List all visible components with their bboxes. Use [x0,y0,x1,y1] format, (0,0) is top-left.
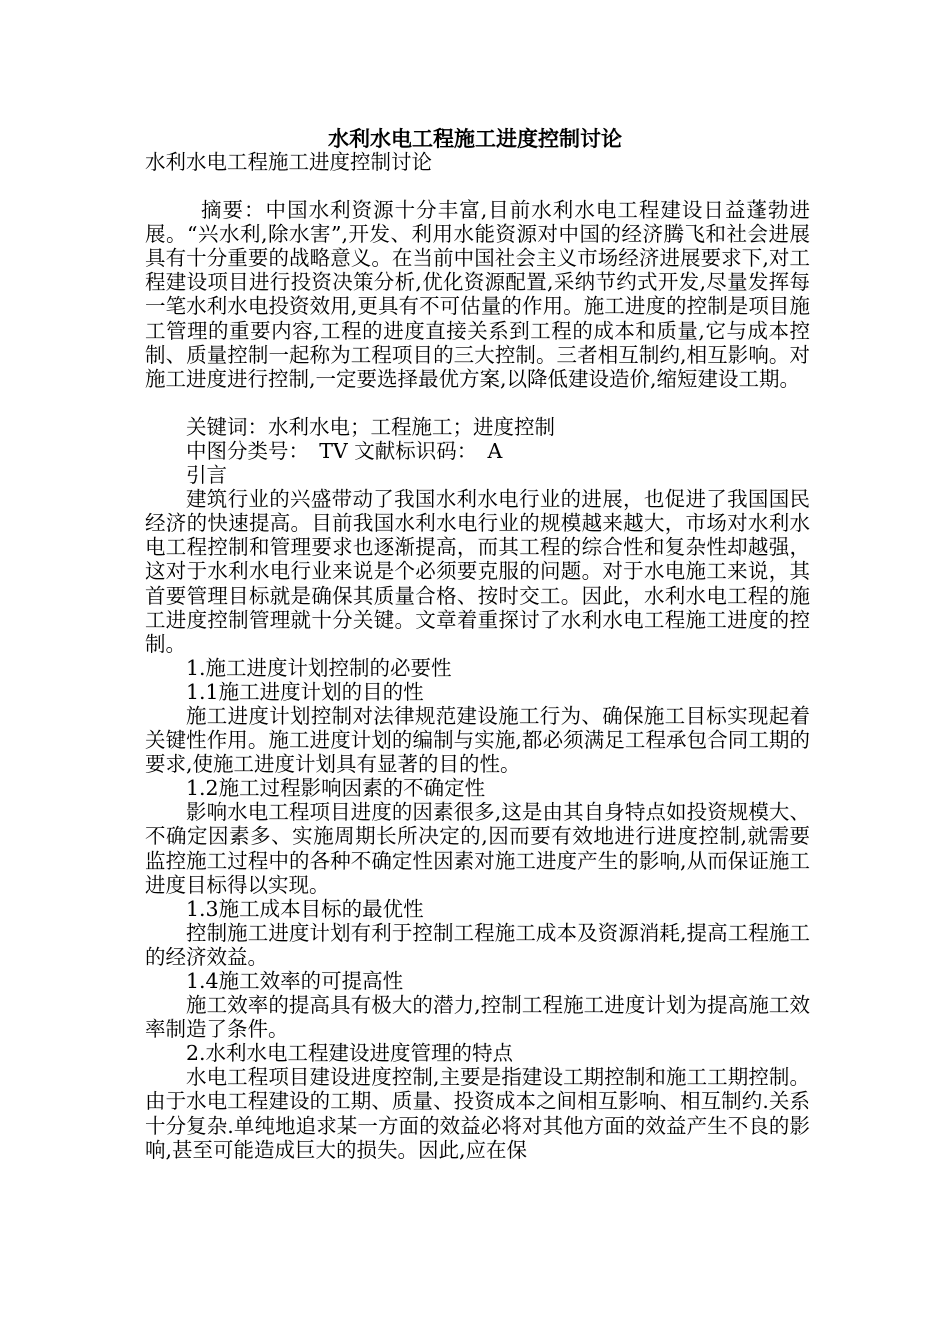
intro-paragraph: 建筑行业的兴盛带动了我国水利水电行业的进展，也促进了我国国民经济的快速提高。目前我国水利水电行业的规模越来越大，市场对水利水电工程控制和管理要求也逐渐提高，而其工程的综合性和复杂性却越强，这对于水利水电行业来说是个必须要克服的问题。对于水电施工来说，其首要管理目标就是确保其质量合格、按时交工。因此，水利水电工程的施工进度控制管理就十分关键。文章着重探讨了水利水电工程施工进度的控制。 [145,487,810,656]
section-1-heading: 1.施工进度计划控制的必要性 [186,655,452,680]
section-1-1-heading: 1.1施工进度计划的目的性 [186,679,424,704]
document-body [145,150,810,1162]
section-1-2-paragraph: 影响水电工程项目进度的因素很多,这是由其自身特点如投资规模大、不确定因素多、实施周期长所决定的,因而要有效地进行进度控制,就需要监控施工过程中的各种不确定性因素对施工进度产生的影响,从而保证施工进度目标得以实现。 [145,800,810,897]
section-2-paragraph: 水电工程项目建设进度控制,主要是指建设工期控制和施工工期控制。由于水电工程建设的工期、质量、投资成本之间相互影响、相互制约.关系十分复杂.单纯地追求某一方面的效益必将对其他方面的效益产生不良的影响,甚至可能造成巨大的损失。因此,应在保 [145,1065,810,1162]
section-1-4-paragraph: 施工效率的提高具有极大的潜力,控制工程施工进度计划为提高施工效率制造了条件。 [145,993,810,1042]
section-1-3-heading: 1.3施工成本目标的最优性 [186,896,424,921]
section-2-heading: 2.水利水电工程建设进度管理的特点 [186,1041,514,1066]
classification-line: 中图分类号： TV 文献标识码： A [186,438,503,463]
section-1-4-heading: 1.4施工效率的可提高性 [186,969,404,993]
section-1-1-paragraph: 施工进度计划控制对法律规范建设施工行为、确保施工目标实现起着关键性作用。施工进度计划的编制与实施,都必须满足工程承包合同工期的要求,使施工进度计划具有显著的目的性。 [145,703,810,777]
abstract-paragraph: 摘要：中国水利资源十分丰富,目前水利水电工程建设日益蓬勃进展。“兴水利,除水害”,开发、利用水能资源对中国的经济腾飞和社会进展具有十分重要的战略意义。在当前中国社会主义市场经济进展要求下,对工程建设项目进行投资决策分析,优化资源配置,采纳节约式开发,尽量发挥每一笔水利水电投资效用,更具有不可估量的作用。施工进度的控制是项目施工管理的重要内容,工程的进度直接关系到工程的成本和质量,它与成本控制、质量控制一起称为工程项目的三大控制。三者相互制约,相互影响。对施工进度进行控制,一定要选择最优方案,以降低建设造价,缩短建设工期。 [145,198,810,391]
intro-heading: 引言 [186,463,227,488]
section-1-3-paragraph: 控制施工进度计划有利于控制工程施工成本及资源消耗,提高工程施工的经济效益。 [145,920,810,969]
keywords-line: 关键词：水利水电；工程施工；进度控制 [186,414,555,439]
document-subtitle: 水利水电工程施工进度控制讨论 [145,150,432,174]
section-1-2-heading: 1.2施工过程影响因素的不确定性 [186,776,486,801]
document-title: 水利水电工程施工进度控制讨论 [328,127,622,151]
